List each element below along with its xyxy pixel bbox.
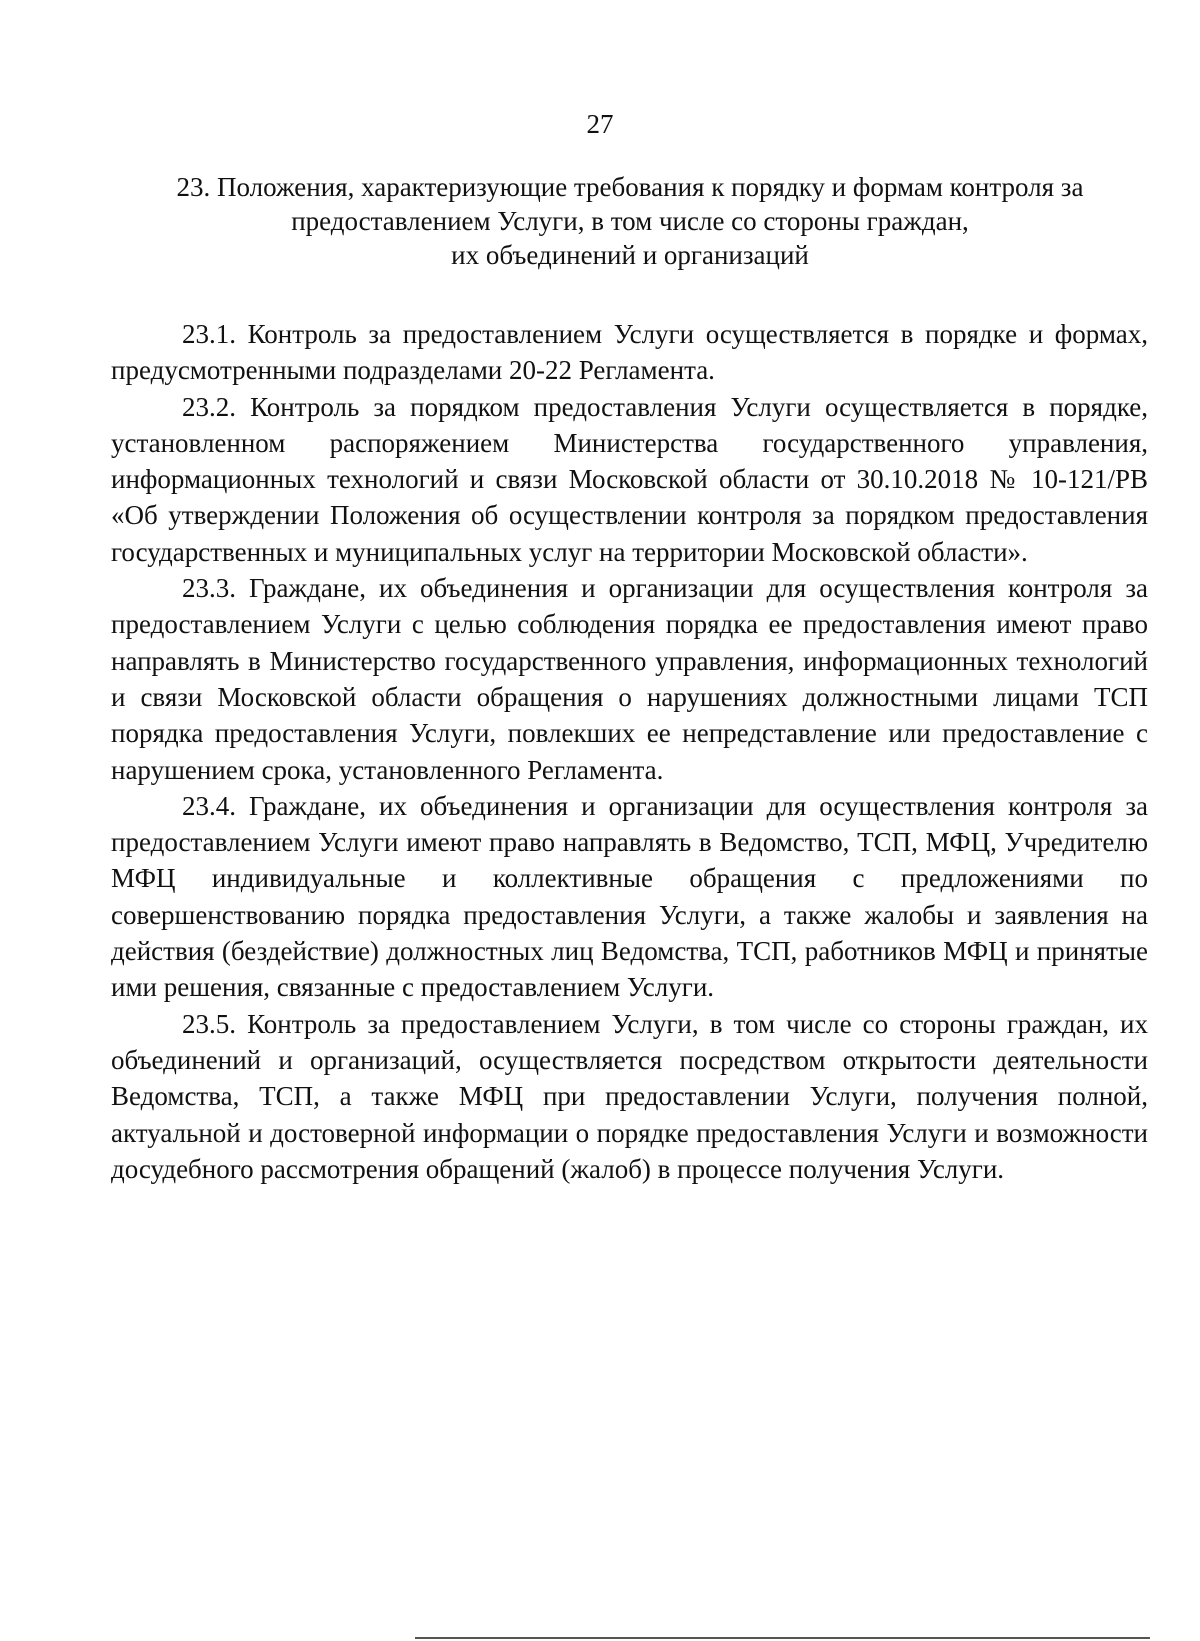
paragraph-23-1: 23.1. Контроль за предоставлением Услуги осуществляется в порядке и формах, предусмотренными подразделами 20-22 Регламента. (111, 319, 1148, 386)
paragraph-23-2: 23.2. Контроль за порядком предоставления Услуги осуществляется в порядке, установленном распоряжением Министерства государственного управления, информационных технологий и связи Московской области от 30.10.2018 № 10-121/РВ «Об утверждении Положения об осуществлении контроля за порядком предоставления государственных и муниципальных услуг на территории Московской области». (111, 391, 1148, 567)
paragraph-23-4: 23.4. Граждане, их объединения и организации для осуществления контроля за предоставлением Услуги имеют право направлять в Ведомство, ТСП, МФЦ, Учредителю МФЦ индивидуальные и коллективные обращения с предложениями по совершенствованию порядка предоставления Услуги, а также жалобы и заявления на действия (бездействие) должностных лиц Ведомства, ТСП, работников МФЦ и принятые ими решения, связанные с предоставлением Услуги. (111, 790, 1148, 1003)
document-body (111, 316, 1148, 1187)
paragraph-23-5: 23.5. Контроль за предоставлением Услуги, в том числе со стороны граждан, их объединений и организаций, осуществляется посредством открытости деятельности Ведомства, ТСП, а также МФЦ при предоставлении Услуги, получения полной, актуальной и достоверной информации о порядке предоставления Услуги и возможности досудебного рассмотрения обращений (жалоб) в процессе получения Услуги. (111, 1008, 1148, 1184)
section-heading-line: предоставлением Услуги, в том числе со стороны граждан, (291, 206, 969, 236)
section-heading (110, 170, 1150, 272)
section-heading-line: 23. Положения, характеризующие требования к порядку и формам контроля за (176, 172, 1084, 202)
section-heading-line: их объединений и организаций (451, 240, 809, 270)
paragraph-23-3: 23.3. Граждане, их объединения и организации для осуществления контроля за предоставлением Услуги с целью соблюдения порядка ее предоставления имеют право направлять в Министерство государственного управления, информационных технологий и связи Московской области обращения о нарушениях должностными лицами ТСП порядка предоставления Услуги, повлекших ее непредставление или предоставление с нарушением срока, установленного Регламента. (111, 573, 1148, 785)
bottom-divider (415, 1637, 1150, 1639)
page-number: 27 (586, 109, 614, 139)
